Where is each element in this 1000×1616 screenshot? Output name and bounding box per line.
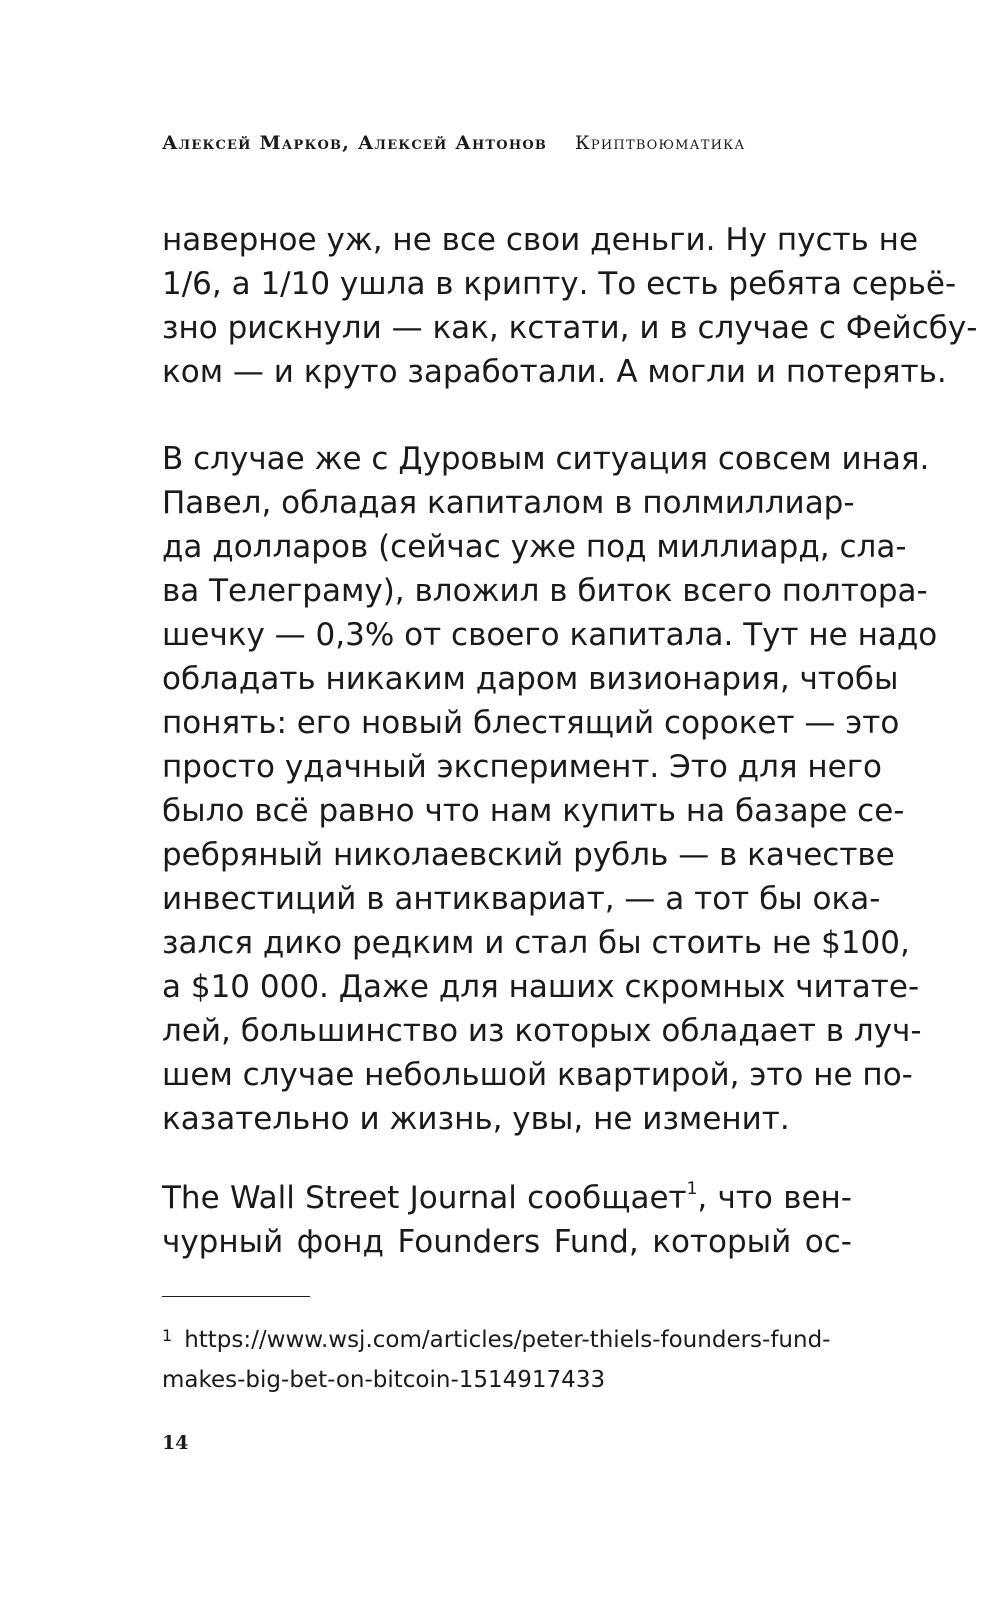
- header-book-title: Криптвоюматика: [575, 132, 746, 154]
- text-line: да долларов (сейчас уже под миллиард, сла-: [162, 529, 907, 565]
- text-line: зался дико редким и стал бы стоить не $100,: [162, 925, 910, 961]
- text-fragment: The Wall Street Journal сообщает: [162, 1180, 687, 1216]
- text-line: шем случае небольшой квартирой, это не по-: [162, 1057, 913, 1093]
- footnote-line: [162, 1316, 852, 1360]
- text-line: В случае же с Дуровым ситуация совсем иная.: [162, 441, 930, 477]
- text-line: чурный фонд Founders Fund, который ос-: [162, 1224, 852, 1260]
- text-line: Павел, обладая капиталом в полмиллиар-: [162, 485, 855, 521]
- text-line: [162, 1176, 852, 1220]
- footnote-reference[interactable]: 1: [686, 1179, 698, 1199]
- text-line: ком — и круто заработали. А могли и потерять.: [162, 354, 947, 390]
- text-line: ва Телеграму), вложил в биток всего полтора-: [162, 573, 928, 609]
- running-header: [162, 132, 852, 154]
- text-fragment: , что вен-: [697, 1180, 852, 1216]
- text-line: обладать никаким даром визионария, чтобы: [162, 661, 899, 697]
- footnote-url-part[interactable]: https://www.wsj.com/articles/peter-thiels-founders-fund-: [184, 1327, 831, 1353]
- text-line: 1/6, а 1/10 ушла в крипту. То есть ребята серьё-: [162, 266, 957, 302]
- paragraph-2: [162, 437, 938, 1141]
- text-line: шечку — 0,3% от своего капитала. Тут не надо: [162, 617, 938, 653]
- paragraph-1: [162, 218, 978, 394]
- footnote: [162, 1316, 852, 1400]
- text-line: понять: его новый блестящий сорокет — это: [162, 705, 900, 741]
- page-number: 14: [162, 1432, 189, 1454]
- text-line: а $10 000. Даже для наших скромных читате-: [162, 969, 920, 1005]
- text-line: просто удачный эксперимент. Это для него: [162, 749, 882, 785]
- header-authors: Алексей Марков, Алексей Антонов: [162, 132, 548, 154]
- text-line: казательно и жизнь, увы, не изменит.: [162, 1101, 790, 1137]
- footnote-divider: [162, 1296, 310, 1297]
- text-line: было всё равно что нам купить на базаре се-: [162, 793, 905, 829]
- text-line: лей, большинство из которых обладает в луч-: [162, 1013, 922, 1049]
- text-line: наверное уж, не все свои деньги. Ну пусть не: [162, 222, 919, 258]
- text-line: ребряный николаевский рубль — в качестве: [162, 837, 895, 873]
- footnote-number: 1: [162, 1326, 173, 1345]
- footnote-line[interactable]: makes-big-bet-on-bitcoin-1514917433: [162, 1367, 606, 1393]
- text-line: инвестиций в антиквариат, — а тот бы ока-: [162, 881, 881, 917]
- paragraph-3: [162, 1176, 852, 1264]
- text-line: зно рискнули — как, кстати, и в случае с Фейсбу-: [162, 310, 978, 346]
